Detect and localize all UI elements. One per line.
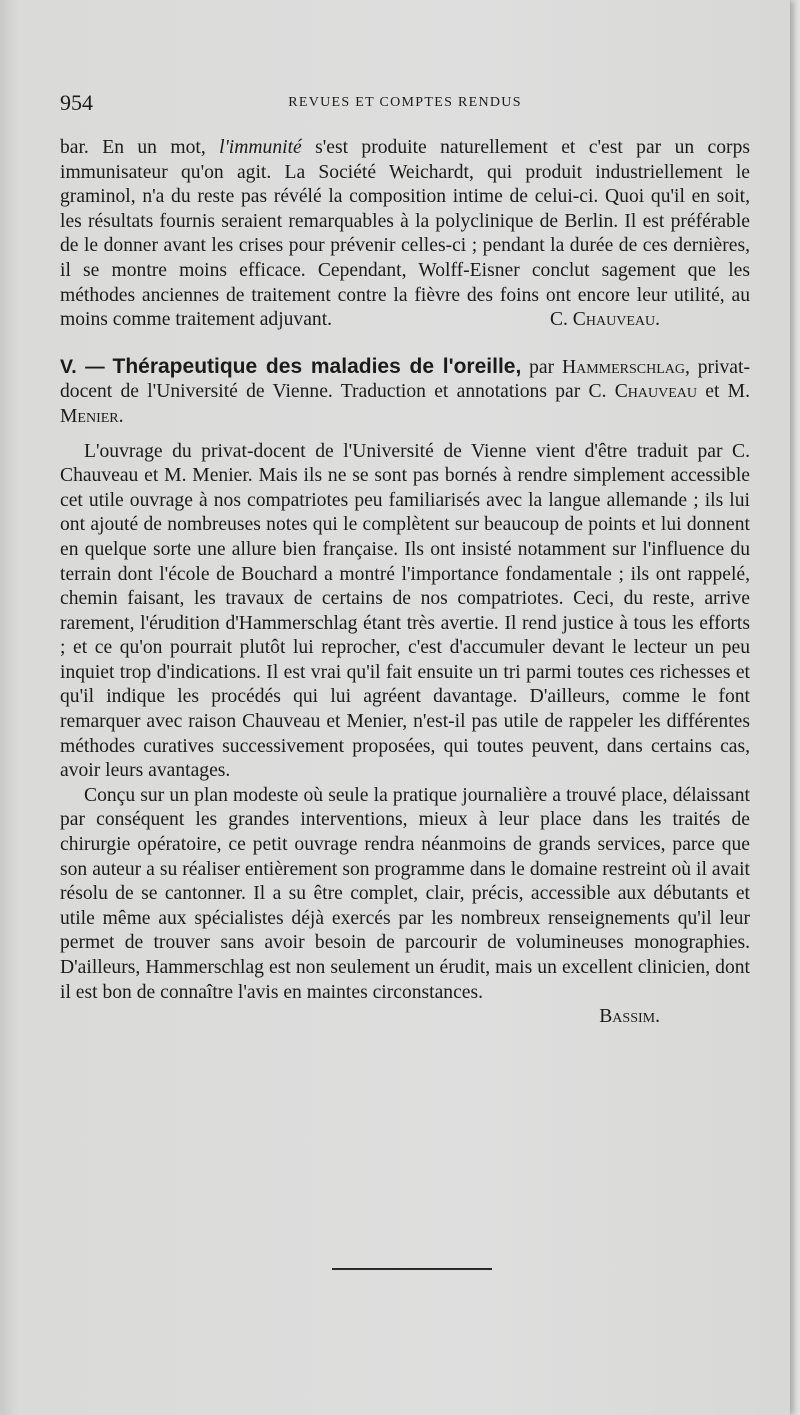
review-signature: C. Chauveau. xyxy=(549,309,660,331)
author-name: Hammerschlag xyxy=(561,356,686,378)
translator-name: C. Chauveau xyxy=(588,381,698,403)
running-head: REVUES ET COMPTES RENDUS xyxy=(288,95,522,110)
review-paragraph xyxy=(60,136,750,333)
section-body xyxy=(60,440,750,1030)
page-number: 954 xyxy=(60,90,93,115)
byline-text: , privat-docent de l'Université de Vienne. Traduction et annotations par xyxy=(60,356,750,403)
translator-name: M. Menier. xyxy=(60,381,750,427)
review-paragraph: Conçu sur un plan modeste où seule la pratique journalière a trouvé place, délaissant par conséquent les grandes interventions, mieux à leur place dans les traités de chirurgie opératoire, ce petit ouvrage rendra néanmoins de grands services, parce que son auteur a su réaliser entièrement son programme dans le domaine restreint où il avait résolu de se cantonner. Il a su être complet, clair, précis, accessible aux débutants et utile même aux spécialistes déjà exercés par les nombreux renseignements qu'il leur permet de trouver sans avoir besoin de parcourir de volumineuses monographies. D'ailleurs, Hammerschlag est non seulement un érudit, mais un excellent clinicien, dont il est bon de connaître l'avis en maintes circonstances. xyxy=(60,784,750,1003)
italic-term: l'immunité xyxy=(219,137,302,158)
page-header xyxy=(60,90,750,120)
book-title: Thérapeutique des maladies de l'oreille, xyxy=(112,354,522,378)
byline-text: par xyxy=(521,356,562,378)
review-signature: Bassim. xyxy=(599,1006,660,1028)
text-segment: s'est produite naturellement et c'est par un corps immunisateur qu'on agit. La Société Weichardt, qui produit industriellement le graminol, n'a du reste pas révélé la composition intime de celui-ci. Quoi qu'il en soit, les résultats fournis seraient remarquables à la polyclinique de Berlin. Il est préférable de le donner avant les crises pour prévenir celles-ci ; pendant la durée de ces dernières, il se montre moins efficace. Cependant, Wolff-Eisner conclut sagement que les méthodes anciennes de traitement contre la fièvre des foins ont encore leur utilité, au moins comme traitement adjuvant. xyxy=(60,137,750,331)
review-paragraph: L'ouvrage du privat-docent de l'Université de Vienne vient d'être traduit par C. Chauveau et M. Menier. Mais ils ne se sont pas bornés à rendre simplement accessible cet utile ouvrage à nos compatriotes peu familiarisés avec la langue allemande ; ils lui ont ajouté de nombreuses notes qui le complètent sur beaucoup de points et lui donnent en quelque sorte une allure bien française. Ils ont insisté notamment sur l'influence du terrain dont l'école de Bouchard a montré l'importance fondamentale ; ils ont rappelé, chemin faisant, les travaux de certains de nos compatriotes. Ceci, du reste, arrive rarement, l'érudition d'Hammerschlag étant très avertie. Il rend justice à tous les efforts ; et ce qu'on pourrait plutôt lui reprocher, c'est d'accumuler devant le lecteur un peu inquiet trop d'indications. Il est vrai qu'il fait ensuite un tri parmi toutes ces richesses et qu'il indique les procédés qui lui agréent davantage. D'ailleurs, comme le font remarquer avec raison Chauveau et Menier, n'est-il pas utile de rappeler les différentes méthodes curatives successivement proposées, qui toutes peuvent, dans certains cas, avoir leurs avantages. xyxy=(60,440,750,782)
page-content xyxy=(60,90,750,1030)
section-end-rule xyxy=(332,1268,492,1270)
text-segment: bar. En un mot, xyxy=(60,137,220,158)
section-numeral: V. — xyxy=(60,355,105,378)
section-heading xyxy=(60,355,750,430)
byline-text: et xyxy=(697,381,728,403)
